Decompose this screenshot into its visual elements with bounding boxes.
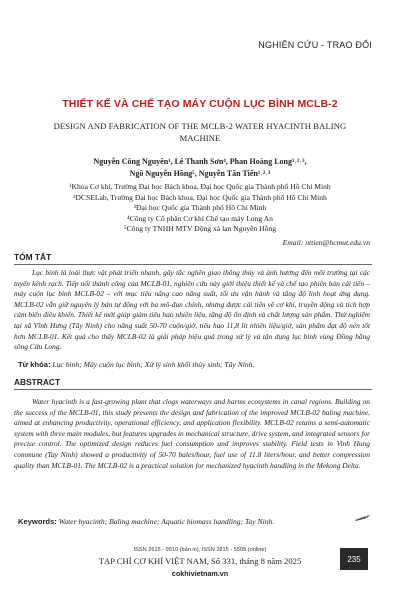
corresponding-email: Email: nttien@hcmut.edu.vn xyxy=(282,238,370,247)
abstract-keywords-text: Water hyacinth; Baling machine; Aquatic biomass handling; Tay Ninh. xyxy=(58,517,275,526)
article-title-en xyxy=(26,120,374,144)
abstract-keywords-label: Keywords: xyxy=(18,517,57,526)
authors xyxy=(20,156,380,180)
affiliation-5: ⁵Công ty TNHH MTV Động xà lan Nguyễn Hồng xyxy=(123,224,277,233)
abstract-paragraph: Water hyacinth is a fast-growing plant that clogs waterways and harms ecosystems in canal regions. Building on the success of the MCLB-01, this study presents the design and fabrication of the improved MCLB-02 baling machine, aimed at enhancing productivity, operational efficiency, and application flexibility. MCLB-02 retains a semi-automatic system with three main modules, but features upgrades in mechanical structure, drive system, and integrated sensors for precise control. The optimized design reduces fuel consumption and improves stability. Field tests in Vinh Hung commune (Tay Ninh) showed a productivity of 50-70 bales/hour, fuel use of 11.8 liters/hour, and better compression quality than MCLB-01. The MCLB-02 is a practical solution for mechanized hyacinth handling in the Mekong Delta. xyxy=(14,397,370,470)
summary-keywords xyxy=(18,359,370,370)
affiliation-3: ³Đại học Quốc gia Thành phố Hồ Chí Minh xyxy=(133,203,267,212)
affiliation-1: ¹Khoa Cơ khí, Trường Đại học Bách khoa, Đại học Quốc gia Thành phố Hồ Chí Minh xyxy=(69,182,331,191)
pen-icon xyxy=(354,514,372,522)
summary-keywords-label: Từ khóa: xyxy=(18,360,51,369)
abstract-keywords xyxy=(18,516,370,527)
article-title-en-line2: MACHINE xyxy=(179,133,221,143)
affiliation-2: ²DCSELab, Trường Đại học Bách khoa, Đại học Quốc gia Thành phố Hồ Chí Minh xyxy=(73,192,327,202)
abstract-divider xyxy=(14,389,372,390)
summary-paragraph: Lục bình là loài thực vật phát triển nhanh, gây tắc nghẽn giao thông thủy và ảnh hưởng đến môi trường tại các tuyến kênh rạch. Tiếp nối thành công của MCLB-01, nghiên cứu này giới thiệu thiết kế và chế tạo phiên bản cải tiến – máy cuộn lục bình MCLB-02 – với mục tiêu nâng cao năng suất, tối ưu vận hành và tăng độ linh hoạt ứng dụng. MCLB-02 vẫn giữ nguyên lý bán tự động với ba mô-đun chính, nhưng được cải tiến về cơ khí, truyền động và tích hợp cảm biến điều khiển. Thiết kế mới giúp giảm tiêu hao nhiên liệu, tăng độ ổn định và chất lượng sản phẩm. Thử nghiệm tại xã Vĩnh Hưng (Tây Ninh) cho năng suất 50-70 cuộn/giờ, tiêu hao 11,8 lít nhiên liệu/giờ, sản phẩm đạt độ nén tốt hơn MCLB-01. Kết quả cho thấy MCLB-02 là giải pháp hiệu quả trong xử lý và tận dụng lục bình vùng Đồng bằng sông Cửu Long. xyxy=(14,268,370,352)
authors-line2: Ngô Nguyễn Hồng⁵, Nguyễn Tấn Tiến¹˒²˒³ xyxy=(129,169,271,178)
page-number: 235 xyxy=(340,548,368,570)
article-title-vi: THIẾT KẾ VÀ CHẾ TẠO MÁY CUỘN LỤC BÌNH MCLB-2 xyxy=(62,98,338,110)
summary-text xyxy=(14,268,370,353)
summary-divider xyxy=(14,264,372,265)
section-label: NGHIÊN CỨU - TRAO ĐỔI xyxy=(258,40,372,50)
authors-line1: Nguyễn Công Nguyên¹, Lê Thanh Sơn⁴, Phan Hoàng Long¹˒²˒³, xyxy=(93,157,307,166)
summary-heading: TÓM TẮT xyxy=(14,252,52,262)
affiliations xyxy=(20,182,380,235)
abstract-text xyxy=(14,397,370,471)
summary-keywords-text: Lục bình; Máy cuộn lục bình; Xử lý sinh khối thủy sinh; Tây Ninh. xyxy=(52,360,255,369)
article-title-en-line1: DESIGN AND FABRICATION OF THE MCLB-2 WATER HYACINTH BALING xyxy=(53,121,347,131)
footer-journal: TẠP CHÍ CƠ KHÍ VIỆT NAM, Số 331, tháng 8 năm 2025 xyxy=(98,556,302,566)
footer-issn: ISSN 2615 - 9910 (bản in), ISSN 2815 - 5505 (online) xyxy=(133,547,267,553)
footer-website: cokhivietnam.vn xyxy=(171,569,229,578)
abstract-heading: ABSTRACT xyxy=(14,377,61,387)
affiliation-4: ⁴Công ty Cổ phần Cơ khí Chế tạo máy Long An xyxy=(127,213,273,223)
